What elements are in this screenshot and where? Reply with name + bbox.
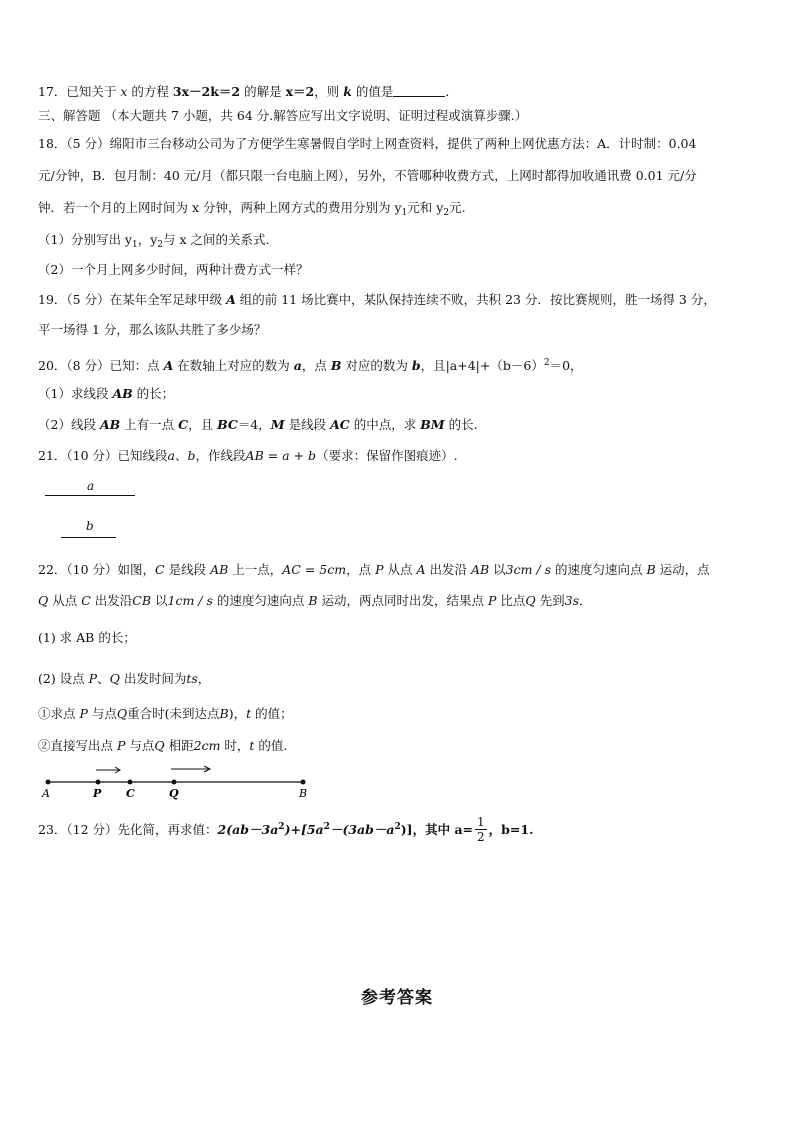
- segment-a-label: a: [87, 479, 95, 493]
- number-line-figure: [38, 760, 318, 800]
- answer-section-title: 参考答案: [361, 988, 433, 1008]
- question-19-line-1: 19．（5 分）在某年全军足球甲级 A 组的前 11 场比赛中，某队保持连续不败，共积 23 分．按比赛规则，胜一场得 3 分，: [38, 292, 716, 307]
- segment-b-label: b: [86, 519, 94, 533]
- question-17: 17．已知关于 x 的方程 3x－2k＝2 的解是 x＝2，则 k 的值是 ．: [38, 84, 458, 99]
- section-heading: 三、解答题 （本大题共 7 小题，共 64 分.解答应写出文字说明、证明过程或演算步骤.）: [38, 108, 528, 123]
- question-21: 21．（10 分）已知线段a、b，作线段AB = a + b（要求：保留作图痕迹）.: [38, 448, 458, 463]
- answer-blank: [393, 85, 445, 97]
- label-b: B: [299, 787, 308, 800]
- question-22-part-2: ②直接写出点 P 与点Q 相距2cm 时，t 的值.: [38, 738, 288, 753]
- question-22-sub-1: (1) 求 AB 的长；: [38, 630, 136, 645]
- label-p: P: [93, 787, 102, 800]
- label-a: A: [42, 787, 50, 800]
- point-a: [46, 780, 51, 785]
- question-18-line-1: 18．（5 分）绵阳市三台移动公司为了方便学生寒暑假自学时上网查资料，提供了两种上网优惠方法：A．计时制：0.04: [38, 136, 697, 151]
- point-q: [172, 780, 177, 785]
- question-19-line-2: 平一场得 1 分，那么该队共胜了多少场？: [38, 322, 267, 337]
- question-23: 23．（12 分）先化简，再求值：$2(ab-3a^2)+[5a^2-(3ab-a^2)]$，其中 a= $\frac{1}{2}$ ，b=1.: [38, 815, 534, 844]
- label-c: C: [126, 787, 135, 800]
- question-18-sub-2: （2）一个月上网多少时间，两种计费方式一样？: [38, 262, 309, 277]
- fraction-one-half: $\frac{1}{2}$: [477, 815, 485, 844]
- question-22-line-2: Q 从点 C 出发沿CB 以1cm / s 的速度匀速向点 B 运动，两点同时出发，结果点 P 比点Q 先到3s．: [38, 593, 592, 608]
- question-18-line-2: 元/分钟，B．包月制：40 元/月（都只限一台电脑上网），另外，不管哪种收费方式，上网时都得加收通讯费 0.01 元/分: [38, 168, 697, 183]
- point-b: [301, 780, 306, 785]
- question-22-line-1: 22．（10 分）如图，C 是线段 AB 上一点，AC = 5cm，点 P 从点 A 出发沿 AB 以3cm / s 的速度匀速向点 B 运动，点: [38, 562, 710, 577]
- question-22-sub-2: (2) 设点 P、Q 出发时间为ts，: [38, 671, 211, 686]
- label-q: Q: [169, 787, 179, 800]
- question-20-sub-1: （1）求线段 AB 的长；: [38, 386, 175, 401]
- question-18-line-3: 钟．若一个月的上网时间为 x 分钟，两种上网方式的费用分别为 $y_1$元和 $y_2$元.: [38, 200, 466, 218]
- question-20-line-1: 20．（8 分）已知：点 A 在数轴上对应的数为 a，点 B 对应的数为 b，且$|a+4|+(b-6)^2=0$，: [38, 358, 583, 373]
- question-20-sub-2: （2）线段 AB 上有一点 C，且 BC＝4，M 是线段 AC 的中点，求 BM 的长.: [38, 417, 478, 432]
- question-22-part-1: ①求点 P 与点Q重合时(未到达点B)，t 的值；: [38, 706, 293, 721]
- point-c: [128, 780, 133, 785]
- point-p: [96, 780, 101, 785]
- segment-b: [61, 537, 116, 538]
- question-18-sub-1: （1）分别写出 $y_1$，$y_2$与 x 之间的关系式.: [38, 232, 270, 250]
- segment-a: [45, 495, 135, 496]
